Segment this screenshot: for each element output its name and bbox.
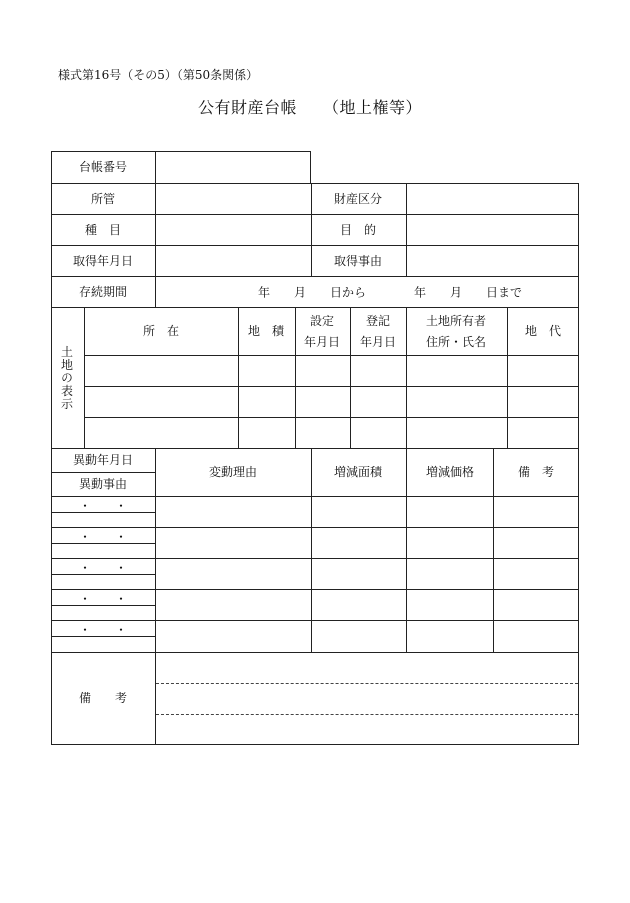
col-owner-line2: 住所・氏名 [425, 334, 487, 349]
change-row[interactable] [156, 497, 578, 527]
change-row[interactable] [156, 528, 578, 558]
change-row[interactable] [156, 559, 578, 589]
change-date-field[interactable]: ・ ・ [78, 622, 128, 637]
jurisdiction-label: 所管 [90, 191, 116, 206]
col-location: 所 在 [142, 323, 180, 338]
acquisition-reason-label: 取得事由 [333, 253, 383, 268]
remarks-label: 備 考 [78, 690, 128, 705]
change-date-field[interactable]: ・ ・ [78, 591, 128, 606]
duration-label: 存続期間 [78, 284, 128, 299]
acquired-date-label: 取得年月日 [72, 253, 134, 268]
ledger-number-label: 台帳番号 [78, 159, 128, 174]
title-subtitle: （地上権等） [323, 98, 423, 117]
col-reg-line1: 登記 [365, 313, 391, 328]
ledger-number-field[interactable] [156, 152, 310, 183]
change-date-field[interactable]: ・ ・ [78, 498, 128, 513]
land-row[interactable] [85, 418, 578, 448]
col-area: 地 積 [247, 323, 285, 338]
land-section-label: 土地の表示 [59, 345, 74, 411]
col-reg-line2: 年月日 [359, 334, 397, 349]
property-class-field[interactable] [407, 184, 578, 214]
remarks-field[interactable] [156, 653, 578, 744]
col-set-line1: 設定 [309, 313, 335, 328]
property-class-label: 財産区分 [333, 191, 383, 206]
duration-template[interactable]: 年 月 日から 年 月 日まで [258, 285, 523, 300]
purpose-field[interactable] [407, 215, 578, 245]
acquired-date-field[interactable] [156, 246, 310, 276]
change-row[interactable] [156, 621, 578, 652]
change-reason-label: 異動事由 [78, 476, 128, 491]
col-area-change: 増減面積 [333, 464, 383, 479]
col-rent: 地 代 [524, 323, 562, 338]
page-title [198, 95, 422, 118]
purpose-label: 目 的 [339, 222, 377, 237]
col-change-reason: 変動理由 [208, 464, 258, 479]
change-date-label: 異動年月日 [72, 452, 134, 467]
change-date-field[interactable]: ・ ・ [78, 529, 128, 544]
col-set-line2: 年月日 [303, 334, 341, 349]
type-label: 種 目 [84, 222, 122, 237]
form-number: 様式第16号（その5）（第50条関係） [58, 68, 259, 82]
title-main: 公有財産台帳 [198, 98, 298, 117]
col-owner-line1: 土地所有者 [425, 313, 487, 328]
change-date-field[interactable]: ・ ・ [78, 560, 128, 575]
type-field[interactable] [156, 215, 310, 245]
land-row[interactable] [85, 356, 578, 386]
jurisdiction-field[interactable] [156, 184, 310, 214]
land-row[interactable] [85, 387, 578, 417]
acquisition-reason-field[interactable] [407, 246, 578, 276]
change-row[interactable] [156, 590, 578, 620]
col-remarks: 備 考 [517, 464, 555, 479]
col-value-change: 増減価格 [425, 464, 475, 479]
